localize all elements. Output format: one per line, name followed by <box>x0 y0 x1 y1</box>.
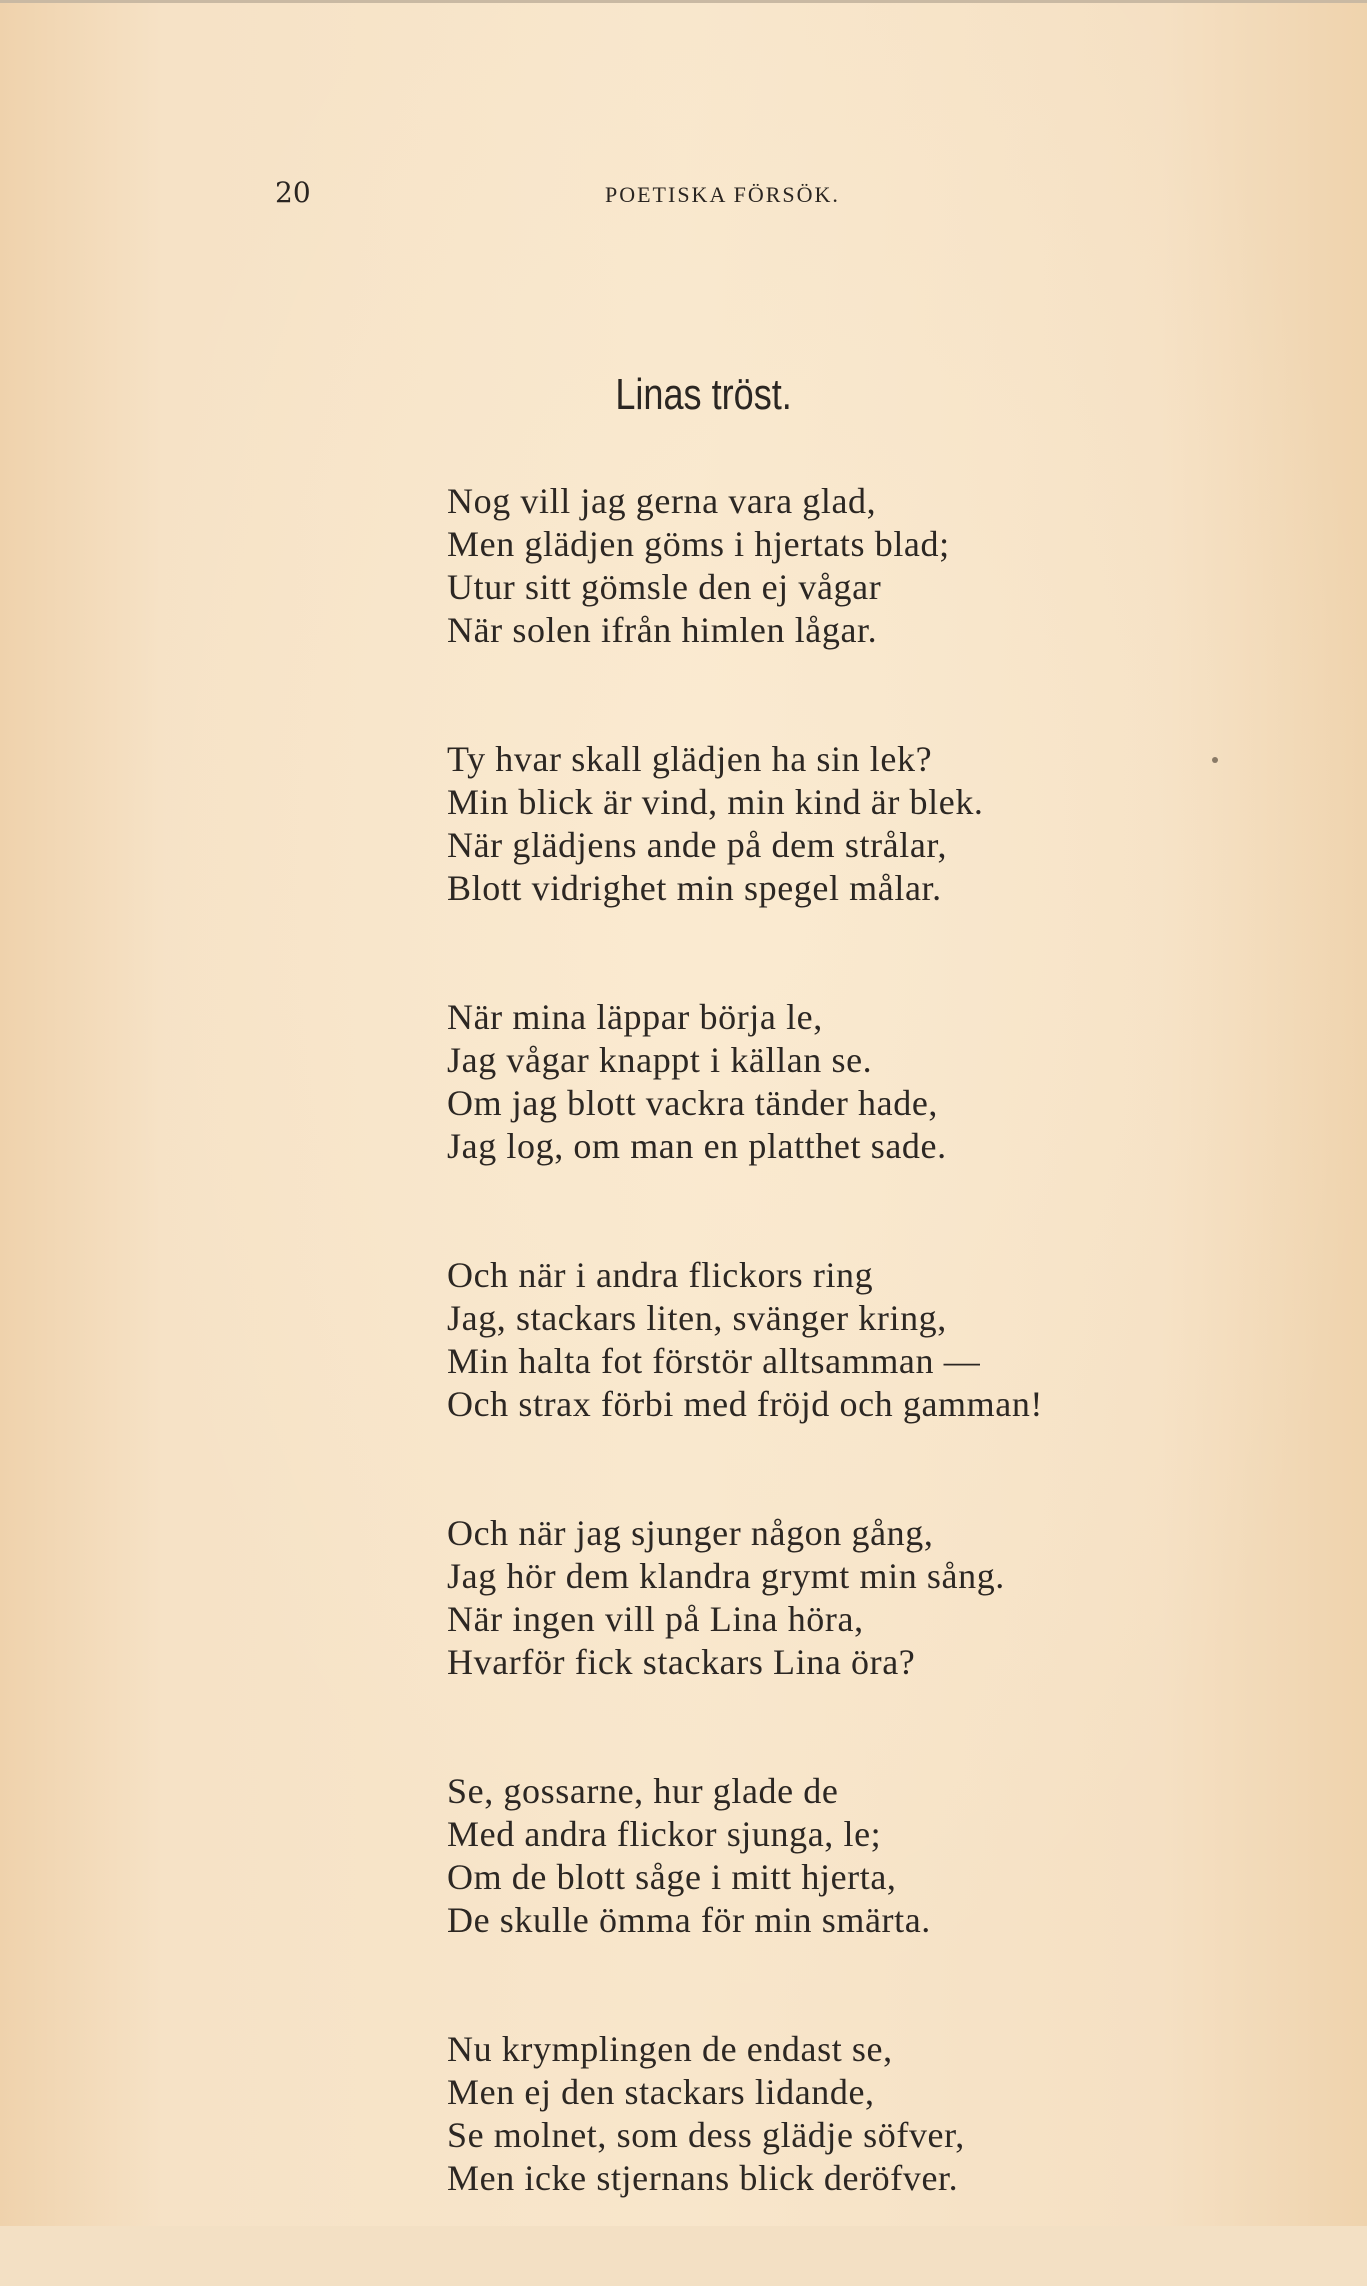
page-header <box>0 176 1367 216</box>
poem-line: Jag vågar knappt i källan se. <box>447 1040 873 1080</box>
stanza <box>447 480 1043 652</box>
poem-line: Nog vill jag gerna vara glad, <box>447 481 877 521</box>
poem-line: Med andra flickor sjunga, le; <box>447 1814 882 1854</box>
page-top-edge <box>0 0 1367 3</box>
stanza <box>447 1254 1043 1426</box>
poem-line: Se, gossarne, hur glade de <box>447 1771 839 1811</box>
poem-line: Och när jag sjunger någon gång, <box>447 1513 934 1553</box>
ink-speck <box>1212 757 1218 763</box>
poem-line: När glädjens ande på dem strålar, <box>447 825 948 865</box>
poem-line: Nu krymplingen de endast se, <box>447 2029 893 2069</box>
poem-line: Om de blott såge i mitt hjerta, <box>447 1857 897 1897</box>
poem-line: Men glädjen göms i hjertats blad; <box>447 524 950 564</box>
poem-line: Jag log, om man en platthet sade. <box>447 1126 947 1166</box>
poem-line: Se molnet, som dess glädje söfver, <box>447 2115 965 2155</box>
poem-line: Min blick är vind, min kind är blek. <box>447 782 984 822</box>
poem-line: Utur sitt gömsle den ej vågar <box>447 567 882 607</box>
poem-line: När ingen vill på Lina höra, <box>447 1599 864 1639</box>
page-number: 20 <box>275 176 311 209</box>
stanza <box>447 996 1043 1168</box>
poem-line: Och strax förbi med fröjd och gamman! <box>447 1384 1044 1424</box>
poem-line: De skulle ömma för min smärta. <box>447 1900 931 1940</box>
poem-line: Min halta fot förstör alltsamman — <box>447 1341 981 1381</box>
poem-line: Ty hvar skall glädjen ha sin lek? <box>447 739 933 779</box>
poem-line: Om jag blott vackra tänder hade, <box>447 1083 939 1123</box>
stanza <box>447 2028 1043 2200</box>
poem-line: Hvarför fick stackars Lina öra? <box>447 1642 916 1682</box>
poem-line: Men ej den stackars lidande, <box>447 2072 875 2112</box>
stanza <box>447 738 1043 910</box>
stanza <box>447 1512 1043 1684</box>
running-head: POETISKA FÖRSÖK. <box>605 182 840 207</box>
stanza <box>447 1770 1043 1942</box>
poem-title: Linas tröst. <box>615 370 792 419</box>
poem-line: Men icke stjernans blick deröfver. <box>447 2158 959 2198</box>
poem-line: När mina läppar börja le, <box>447 997 823 1037</box>
poem-line: Blott vidrighet min spegel målar. <box>447 868 942 908</box>
poem-line: När solen ifrån himlen lågar. <box>447 610 878 650</box>
poem-line: Och när i andra flickors ring <box>447 1255 874 1295</box>
poem-line: Jag hör dem klandra grymt min sång. <box>447 1556 1005 1596</box>
poem-body <box>447 480 1043 2286</box>
poem-line: Jag, stackars liten, svänger kring, <box>447 1298 947 1338</box>
